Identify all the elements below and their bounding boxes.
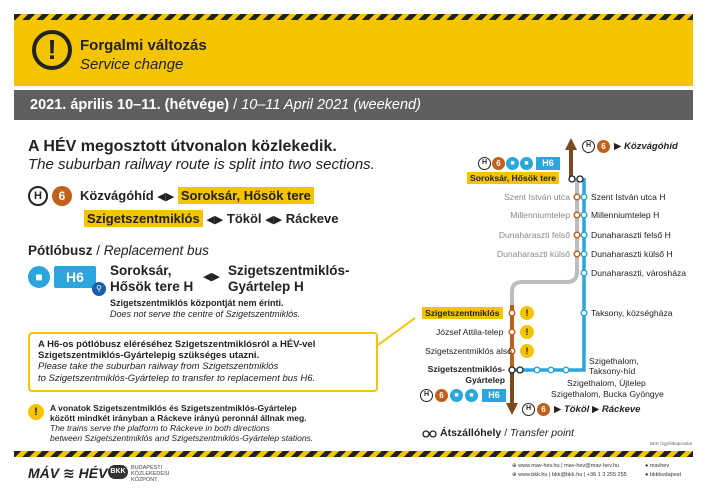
- contact1-text: www.mav-hev.hu | mav-hev@mav-hev.hu: [518, 463, 620, 469]
- split-bottom-name: Szigetszentmiklós: [422, 307, 503, 319]
- rail-station: Szigetszentmiklós alsó: [425, 346, 512, 356]
- gyartelep-line1: Szigetszentmiklós-: [427, 364, 505, 374]
- h6-route-badge: H6: [54, 266, 96, 288]
- bus-note-en: Does not serve the centre of Szigetszentmiklós.: [110, 309, 301, 319]
- bus-icon: ■: [506, 157, 519, 170]
- station-right: Szent István utca H: [591, 192, 666, 202]
- copyright-note: BKK Ügyfélkapcsolat: [650, 441, 693, 446]
- hev-symbol-icon: H: [582, 140, 595, 153]
- facebook-icon: ●: [645, 463, 649, 469]
- platform-note-en-1: The trains serve the platform to Ráckeve in both directions: [50, 423, 270, 433]
- replacement-title-hu: Pótlóbusz: [28, 243, 93, 258]
- header-title: Forgalmi változás: [80, 37, 207, 54]
- replacement-title-sep: /: [92, 243, 104, 258]
- transfer-point-icon: [430, 431, 436, 437]
- hev-symbol-icon: H: [478, 157, 491, 170]
- transfer-point-icon: [509, 367, 515, 373]
- date-en: 10–11 April 2021 (weekend): [241, 97, 421, 113]
- warning-icon: !: [32, 30, 72, 70]
- bottom-bus-stops: [534, 367, 569, 373]
- bus-stop-label: Szigethalom, Bucka Gyöngye: [551, 389, 664, 399]
- platform-note-en-2: between Szigetszentmiklós and Szigetszentmiklós-Gyártelep stations.: [50, 433, 314, 443]
- main-title: A HÉV megosztott útvonalon közlekedik.: [28, 138, 337, 155]
- replacement-title-en: Replacement bus: [103, 243, 209, 258]
- date-separator: /: [229, 97, 242, 113]
- section1-start: Közvágóhíd: [80, 188, 154, 203]
- bus-from-line1: Soroksár,: [110, 263, 172, 278]
- south-terminus-1: Tököl: [563, 404, 590, 415]
- social-1: [645, 463, 669, 469]
- bus-stop-line1: Szigethalom,: [589, 356, 639, 366]
- callout-en-1: Please take the suburban railway from Szigetszentmiklós: [38, 361, 279, 373]
- gyartelep-line2: Gyártelep: [465, 375, 505, 385]
- bidirectional-arrow-icon: ◀▶: [265, 214, 283, 226]
- bidirectional-arrow-icon: ◀▶: [206, 214, 224, 226]
- split-top-station: [467, 173, 559, 183]
- station-left: Szent István utca: [504, 192, 570, 202]
- line-6-badge: 6: [537, 403, 550, 416]
- callout-pointer: [378, 318, 415, 345]
- mav-text: MÁV: [28, 465, 60, 481]
- bottom-hazard-stripe: [14, 451, 693, 457]
- bus-stop-label: [589, 356, 639, 376]
- section2-start: Szigetszentmiklós: [84, 210, 203, 227]
- mav-logo: [28, 465, 107, 482]
- closed-rail-line: [512, 178, 577, 370]
- bus-icon: ■: [450, 389, 463, 402]
- hev-text: HÉV: [78, 465, 108, 481]
- arrow-right-icon: ▶: [554, 404, 562, 415]
- contact-line-2: [512, 472, 627, 478]
- social1-text: mavhev: [649, 463, 670, 469]
- warning-icon: !: [520, 325, 534, 339]
- south-terminus-2: Ráckeve: [601, 404, 641, 415]
- bidirectional-arrow-icon: ◀▶: [203, 271, 220, 283]
- warning-icon: !: [28, 404, 44, 420]
- callout-hu-1: A H6-os pótlóbusz eléréséhez Szigetszentmiklósról a HÉV-vel: [38, 339, 316, 350]
- line-6-badge: 6: [492, 157, 505, 170]
- line-6-badge: 6: [597, 140, 610, 153]
- bus-icon: ■: [28, 266, 50, 288]
- bus-stop-label: Szigethalom, Újtelep: [567, 378, 646, 388]
- section2-end: Ráckeve: [285, 211, 339, 226]
- bkk-line1: BUDAPESTI: [131, 465, 163, 471]
- station-left: Dunaharaszti felső: [498, 230, 570, 240]
- contact-line-1: [512, 463, 619, 469]
- station-right: Dunaharaszti felső H: [591, 230, 671, 240]
- bidirectional-arrow-icon: ◀▶: [157, 191, 175, 203]
- station-right: Taksony, községháza: [591, 308, 673, 318]
- split-top-name: Soroksár, Hősök tere: [467, 172, 559, 184]
- social2-text: bkkbudapest: [649, 472, 682, 478]
- station-left: Dunaharaszti külső: [496, 249, 570, 259]
- bkk-logo-text: [131, 465, 169, 483]
- split-bottom-station: [422, 308, 503, 318]
- bkk-line3: KÖZPONT: [131, 477, 158, 483]
- hev-symbol-icon: H: [28, 186, 48, 206]
- legend-hu: Átszállóhely: [440, 427, 502, 439]
- station-left: Millenniumtelep: [510, 210, 570, 220]
- social-2: [645, 472, 681, 478]
- bus-note-hu: Szigetszentmiklós központját nem érinti.: [110, 298, 284, 308]
- transfer-legend: [440, 427, 574, 439]
- arrow-right-icon: ▶: [614, 141, 622, 152]
- transfer-point-icon: [423, 431, 429, 437]
- arrow-right-icon: ▶: [591, 404, 600, 415]
- station-right: Dunaharaszti, városháza: [591, 268, 687, 278]
- globe-icon: ⊕: [512, 463, 517, 469]
- legend-en: Transfer point: [510, 427, 575, 439]
- hev-symbol-icon: H: [420, 389, 433, 402]
- bkk-logo-icon: BKK: [108, 465, 128, 479]
- bicycle-icon: ⚲: [92, 282, 106, 296]
- bkk-line2: KÖZLEKEDÉSI: [131, 471, 170, 477]
- bus-route-line: [510, 178, 584, 370]
- north-terminus: [614, 141, 678, 152]
- bus-from-line2: Hősök tere H: [110, 279, 194, 294]
- platform-note-hu-2: között mindkét irányban a Ráckeve irányú peronnál állnak meg.: [50, 413, 307, 423]
- section1-end: Soroksár, Hősök tere: [178, 187, 314, 204]
- facebook-icon: ●: [645, 472, 649, 478]
- line-6-badge: 6: [435, 389, 448, 402]
- line-6-badge: 6: [52, 186, 72, 206]
- section2-mid: Tököl: [226, 211, 262, 226]
- transfer-point-icon: [517, 367, 523, 373]
- transfer-point-icon: [569, 176, 575, 182]
- mav-wing-icon: ≋: [63, 465, 75, 481]
- h6-route-badge: H6: [536, 157, 560, 170]
- warning-icon: !: [520, 306, 534, 320]
- platform-note-hu-1: A vonatok Szigetszentmiklós és Szigetszentmiklós-Gyártelep: [50, 403, 297, 413]
- globe-icon: ⊕: [512, 472, 517, 478]
- rail-station: József Attila-telep: [436, 327, 504, 337]
- h6-route-badge: H6: [482, 389, 506, 402]
- header-subtitle: Service change: [80, 56, 184, 73]
- bus-to-line1: Szigetszentmiklós-: [228, 263, 350, 278]
- callout-en-2: to Szigetszentmiklós-Gyártelep to transfer to replacement bus H6.: [38, 372, 316, 384]
- bus-icon: ■: [465, 389, 478, 402]
- transfer-point-icon: [577, 176, 583, 182]
- hev-symbol-icon: H: [522, 403, 535, 416]
- station-right: Dunaharaszti külső H: [591, 249, 673, 259]
- bus-to-line2: Gyártelep H: [228, 279, 304, 294]
- gyartelep-station: [427, 364, 505, 386]
- main-subtitle: The suburban railway route is split into two sections.: [28, 156, 375, 173]
- legend-sep: /: [501, 427, 511, 439]
- date-hu: 2021. április 10–11. (hétvége): [30, 97, 230, 113]
- contact2-text: www.bkk.hu | bkk@bkk.hu | +36 1 3 255 255: [518, 472, 627, 478]
- arrow-down-icon: [506, 403, 518, 415]
- arrow-up-icon: [565, 138, 577, 150]
- bus-icon: ■: [520, 157, 533, 170]
- callout-hu-2: Szigetszentmiklós-Gyártelepig szükséges utazni.: [38, 350, 260, 362]
- south-terminus: [554, 404, 640, 415]
- station-right: Millenniumtelep H: [591, 210, 660, 220]
- north-terminus-name: Közvágóhíd: [623, 141, 678, 152]
- bus-stop-line2: Taksony-híd: [589, 366, 636, 376]
- warning-icon: !: [520, 344, 534, 358]
